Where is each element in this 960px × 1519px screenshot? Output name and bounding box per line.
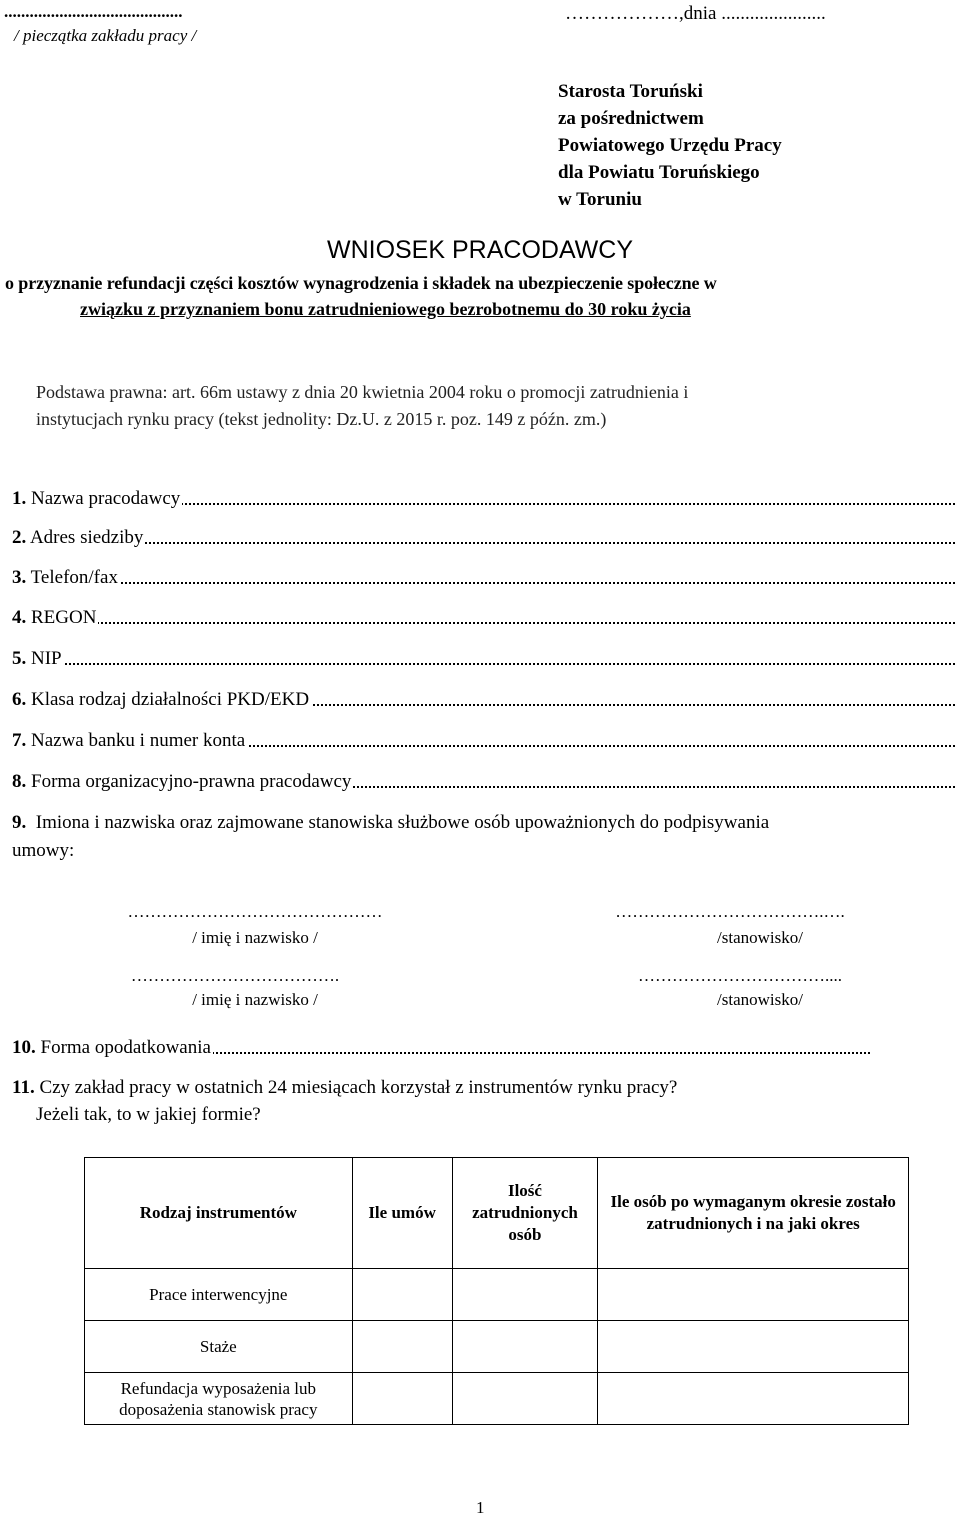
row-label: Staże [85, 1321, 353, 1373]
stamp-label: / pieczątka zakładu pracy / [14, 26, 197, 45]
table-row [85, 1373, 909, 1425]
role-dots-1[interactable]: ……………………………….…. [615, 902, 845, 921]
field-employer-name[interactable] [12, 488, 955, 514]
addressee-line: za pośrednictwem [558, 108, 704, 129]
legal-basis-line-2: instytucjach rynku pracy (tekst jednolity: Dz.U. z 2015 r. poz. 149 z późn. zm.) [36, 409, 607, 429]
field-label: NIP [26, 648, 62, 669]
item-number: 11. [12, 1077, 35, 1098]
name-label-2: / imię i nazwisko / [192, 990, 318, 1009]
addressee-line: w Toruniu [558, 189, 642, 210]
addressee-line: Starosta Toruński [558, 81, 703, 102]
date-line: ………………,dnia ...................... [565, 3, 826, 24]
field-nip[interactable] [12, 648, 955, 674]
field-number: 10. [12, 1037, 36, 1058]
name-label-1: / imię i nazwisko / [192, 928, 318, 947]
item-11-question: Czy zakład pracy w ostatnich 24 miesiącach korzystał z instrumentów rynku pracy? [34, 1077, 678, 1098]
header-retained-count: Ile osób po wymaganym okresie zostało zatrudnionych i na jaki okres [598, 1158, 909, 1269]
name-dots-1[interactable]: ……………………………………… [127, 902, 383, 921]
row-label: Prace interwencyjne [85, 1269, 353, 1321]
field-label: Nazwa banku i numer konta [26, 730, 246, 751]
field-number: 7. [12, 730, 27, 751]
instruments-table [84, 1157, 909, 1425]
table-row [85, 1321, 909, 1373]
field-number: 8. [12, 771, 27, 792]
role-label-1: /stanowisko/ [717, 928, 803, 947]
field-label: Forma opodatkowania [35, 1037, 211, 1058]
document-title: WNIOSEK PRACODAWCY [326, 236, 634, 264]
table-cell[interactable] [598, 1321, 909, 1373]
header-contracts-count: Ile umów [352, 1158, 452, 1269]
table-row [85, 1269, 909, 1321]
field-phone-fax[interactable] [12, 567, 955, 593]
field-label: Klasa rodzaj działalności PKD/EKD [26, 689, 310, 710]
field-label: Adres siedziby [26, 527, 144, 548]
header-instrument-type: Rodzaj instrumentów [85, 1158, 353, 1269]
legal-basis-line-1: Podstawa prawna: art. 66m ustawy z dnia 20 kwietnia 2004 roku o promocji zatrudnienia i [36, 382, 689, 402]
field-number: 3. [12, 567, 27, 588]
table-header-row [85, 1158, 909, 1269]
addressee-line: Powiatowego Urzędu Pracy [558, 135, 782, 156]
field-regon[interactable] [12, 607, 955, 633]
field-number: 2. [12, 527, 27, 548]
addressee [558, 78, 782, 213]
field-number: 5. [12, 648, 27, 669]
item-11-question-line-2: Jeżeli tak, to w jakiej formie? [36, 1104, 261, 1125]
role-dots-2[interactable]: …………………………….... [638, 966, 842, 985]
field-bank-account[interactable] [12, 730, 955, 756]
field-pkd[interactable] [12, 689, 955, 715]
field-label: REGON [26, 607, 97, 628]
name-dots-2[interactable]: ………………………………. [130, 966, 340, 985]
table-cell[interactable] [598, 1373, 909, 1425]
table-cell[interactable] [452, 1321, 598, 1373]
field-label: Forma organizacyjno-prawna pracodawcy [26, 771, 352, 792]
field-number: 6. [12, 689, 27, 710]
item-9-continuation: umowy: [12, 840, 75, 861]
addressee-line: dla Powiatu Toruńskiego [558, 162, 760, 183]
table-cell[interactable] [598, 1269, 909, 1321]
field-address[interactable] [12, 527, 955, 553]
header-employed-count: Ilość zatrudnionych osób [452, 1158, 598, 1269]
field-label: Telefon/fax [26, 567, 118, 588]
field-number: 4. [12, 607, 27, 628]
table-cell[interactable] [352, 1269, 452, 1321]
table-cell[interactable] [352, 1321, 452, 1373]
field-number: 1. [12, 488, 27, 509]
item-number: 9. [12, 812, 27, 833]
field-legal-form[interactable] [12, 771, 955, 797]
field-label: Nazwa pracodawcy [26, 488, 181, 509]
document-subtitle-line-2: związku z przyznaniem bonu zatrudnieniowego bezrobotnemu do 30 roku życia [80, 299, 691, 319]
stamp-dots: .......................................... [4, 2, 183, 21]
item-11 [12, 1077, 677, 1099]
field-tax-form[interactable] [12, 1037, 870, 1063]
role-label-2: /stanowisko/ [717, 990, 803, 1009]
item-9-text: Imiona i nazwiska oraz zajmowane stanowiska służbowe osób upoważnionych do podpisywania [35, 812, 770, 833]
page-number: 1 [476, 1498, 485, 1517]
table-cell[interactable] [452, 1373, 598, 1425]
document-subtitle-line-1: o przyznanie refundacji części kosztów wynagrodzenia i składek na ubezpieczenie społeczne w [5, 273, 717, 293]
row-label: Refundacja wyposażenia lub doposażenia stanowisk pracy [85, 1373, 353, 1425]
table-cell[interactable] [452, 1269, 598, 1321]
table-cell[interactable] [352, 1373, 452, 1425]
item-9 [12, 812, 769, 834]
